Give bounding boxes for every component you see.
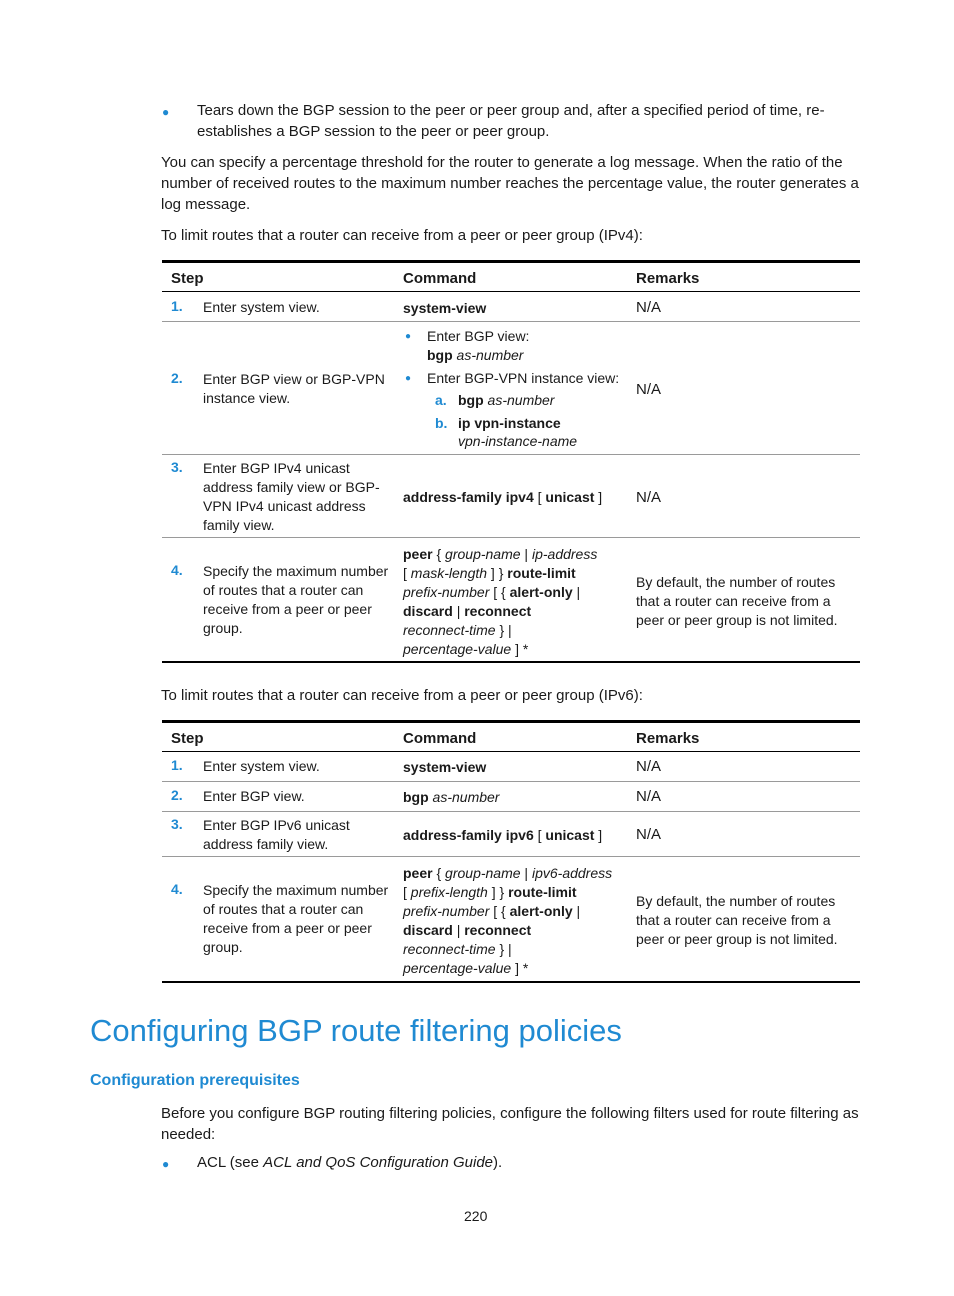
step-number: 1. [171,757,183,773]
table-rule [162,811,860,812]
remarks-text: N/A [636,788,662,805]
bullet-icon: ● [405,331,412,342]
command-text: bgp as-number [458,392,555,408]
bullet-icon: ● [405,373,412,384]
table-rule [162,751,860,752]
remarks-text: N/A [636,299,662,316]
command-text: peer { group-name | ip-address [ mask-length ] } route-limit prefix-number [ { alert-only | discard | reconnect reconnect-time } | percentage-value ] * [403,546,598,657]
remarks-text: N/A [636,381,662,398]
remarks-text: By default, the number of routes that a router can receive from a peer or peer group is not limited. [636,893,838,947]
step-text: Enter BGP IPv4 unicast address family view or BGP-VPN IPv4 unicast address family view. [203,460,380,533]
table-rule [162,981,860,983]
header-step: Step [171,730,204,747]
header-remarks: Remarks [636,270,700,287]
subsection-title: Configuration prerequisites [90,1072,300,1089]
remarks-text: By default, the number of routes that a router can receive from a peer or peer group is not limited. [636,574,838,628]
table-rule [162,537,860,538]
ipv4-intro: To limit routes that a router can receive from a peer or peer group (IPv4): [161,227,643,244]
step-text: Enter BGP IPv6 unicast address family view. [203,817,350,852]
bullet-icon: ● [162,105,170,119]
command-label: Enter BGP-VPN instance view: [427,370,620,386]
command-text: peer { group-name | ipv6-address [ prefix-length ] } route-limit prefix-number [ { alert-only | discard | reconnect reconnect-time } | percentage-value ] * [403,865,613,976]
ipv4-table [162,260,860,665]
command-text: ip vpn-instance [458,415,561,431]
intro-bullet-text: Tears down the BGP session to the peer or peer group and, after a specified period of time, re-establishes a BGP session to the peer or peer group. [197,102,825,140]
ipv6-intro: To limit routes that a router can receive from a peer or peer group (IPv6): [161,687,643,704]
paragraph-prerequisites: Before you configure BGP routing filtering policies, configure the following filters used for route filtering as needed: [161,1105,859,1143]
table-rule [162,454,860,455]
step-number: 3. [171,816,183,832]
sub-step-letter: b. [435,415,448,431]
step-number: 4. [171,881,183,897]
ipv6-table [162,720,860,985]
step-text: Specify the maximum number of routes that a router can receive from a peer or peer group. [203,563,389,636]
step-number: 3. [171,459,183,475]
step-text: Enter BGP view or BGP-VPN instance view. [203,371,385,406]
paragraph-log-threshold: You can specify a percentage threshold for the router to generate a log message. When the ratio of the number of received routes to the maximum number reaches the percentage value, the router generates a log message. [161,154,859,213]
table-rule [162,661,860,663]
acl-bullet-text: ACL (see ACL and QoS Configuration Guide). [197,1154,503,1171]
remarks-text: N/A [636,489,662,506]
table-rule [162,291,860,292]
step-text: Enter system view. [203,758,320,774]
header-command: Command [403,270,477,287]
command-text: address-family ipv6 [ unicast ] [403,827,603,843]
step-number: 1. [171,298,183,314]
command-text: bgp as-number [403,789,500,805]
sub-step-letter: a. [435,392,447,408]
step-text: Specify the maximum number of routes that a router can receive from a peer or peer group. [203,882,389,955]
command-text: system-view [403,759,487,775]
command-label: Enter BGP view: [427,328,530,344]
table-rule [162,720,860,723]
header-command: Command [403,730,477,747]
step-number: 2. [171,370,183,386]
command-text: system-view [403,300,487,316]
table-rule [162,856,860,857]
command-text: vpn-instance-name [458,433,578,449]
bullet-icon: ● [162,1157,170,1171]
step-number: 2. [171,787,183,803]
step-text: Enter BGP view. [203,788,305,804]
header-remarks: Remarks [636,730,700,747]
header-step: Step [171,270,204,287]
step-text: Enter system view. [203,299,320,315]
remarks-text: N/A [636,758,662,775]
table-rule [162,781,860,782]
remarks-text: N/A [636,826,662,843]
command-text: bgp as-number [427,347,524,363]
step-number: 4. [171,562,183,578]
command-text: address-family ipv4 [ unicast ] [403,489,603,505]
section-title: Configuring BGP route filtering policies [90,1013,622,1048]
page-number: 220 [464,1208,488,1224]
table-rule [162,321,860,322]
table-rule [162,260,860,263]
